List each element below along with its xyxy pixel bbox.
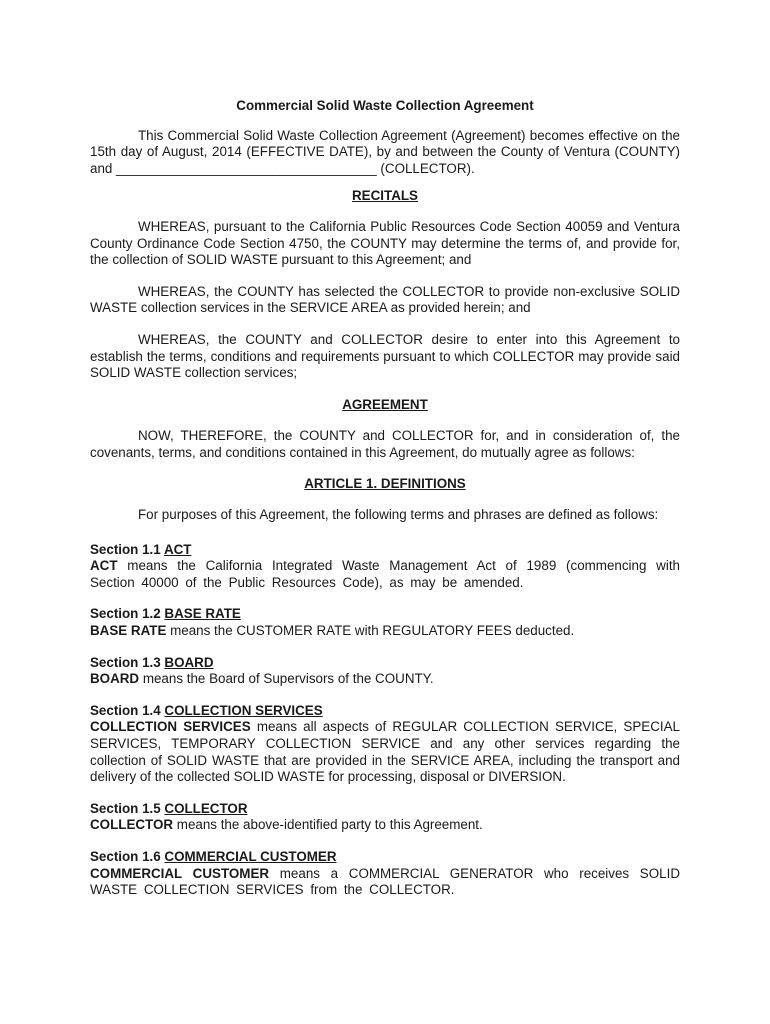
document-body [90, 98, 680, 899]
article-intro: For purposes of this Agreement, the following terms and phrases are defined as follows: [138, 507, 659, 523]
section-number: Section 1.3 [90, 654, 165, 670]
section-definition [90, 866, 680, 899]
section-definition [90, 623, 680, 640]
section-term: COMMERCIAL CUSTOMER [164, 849, 337, 864]
defined-term: BOARD [90, 671, 140, 687]
section-term: BOARD [164, 654, 214, 670]
defined-term: COLLECTOR [90, 817, 174, 833]
section-number: Section 1.2 [90, 606, 165, 622]
intro-paragraph: This Commercial Solid Waste Collection Agreement (Agreement) becomes effective on the 15th day of August, 2014 (EFFECTIVE DATE), by and between the County of Ventura (COUNTY) and ___________________________________ (COLLECTOR). [90, 127, 680, 176]
definition-text: means the CUSTOMER RATE with REGULATORY FEES deducted. [166, 623, 575, 639]
section-heading [90, 703, 680, 720]
defined-term: COLLECTION SERVICES [90, 719, 251, 735]
recital-paragraph-1: WHEREAS, pursuant to the California Public Resources Code Section 40059 and Ventura County Ordinance Code Section 4750, the COUNTY may determine the terms of, and provide for, the collection of SOLID WASTE pursuant to this Agreement; and [90, 218, 680, 268]
section-definition [90, 558, 680, 591]
definition-text: means the Board of Supervisors of the COUNTY. [139, 671, 434, 687]
definition-section-1-6 [90, 849, 680, 899]
section-heading [90, 542, 680, 559]
section-definition [90, 817, 680, 834]
definition-text: means a COMMERCIAL GENERATOR who receives SOLID WASTE COLLECTION SERVICES from the COLLECTOR. [90, 865, 680, 898]
section-term: ACT [163, 541, 192, 557]
section-heading [90, 606, 680, 623]
section-number: Section 1.6 [90, 849, 165, 864]
section-heading [90, 655, 680, 672]
definition-section-1-2 [90, 606, 680, 639]
section-definition [90, 671, 680, 688]
agreement-paragraph: NOW, THEREFORE, the COUNTY and COLLECTOR for, and in consideration of, the covenants, terms, and conditions contained in this Agreement, do mutually agree as follows: [90, 428, 680, 460]
defined-term: ACT [90, 558, 118, 574]
definition-section-1-4 [90, 703, 680, 786]
recital-paragraph-2: WHEREAS, the COUNTY has selected the COLLECTOR to provide non-exclusive SOLID WASTE collection services in the SERVICE AREA as provided herein; and [90, 283, 680, 316]
definition-text: means the California Integrated Waste Management Act of 1989 (commencing with Section 40000 of the Public Resources Code), as may be amended. [90, 558, 680, 590]
section-number: Section 1.1 [90, 541, 164, 557]
agreement-heading: AGREEMENT [342, 396, 428, 412]
definition-section-1-5 [90, 801, 680, 834]
article-heading: ARTICLE 1. DEFINITIONS [304, 475, 466, 491]
section-term: COLLECTION SERVICES [164, 702, 323, 718]
section-term: BASE RATE [164, 606, 241, 622]
definition-section-1-1 [90, 542, 680, 592]
document-title: Commercial Solid Waste Collection Agreement [236, 98, 534, 113]
defined-term: COMMERCIAL CUSTOMER [90, 865, 270, 881]
recitals-heading: RECITALS [352, 188, 418, 204]
recital-paragraph-3: WHEREAS, the COUNTY and COLLECTOR desire to enter into this Agreement to establish the terms, conditions and requirements pursuant to which COLLECTOR may provide said SOLID WASTE collection services; [90, 331, 680, 381]
section-heading [90, 849, 680, 866]
definition-section-1-3 [90, 655, 680, 688]
defined-term: BASE RATE [90, 623, 167, 639]
section-heading [90, 801, 680, 818]
section-number: Section 1.4 [90, 702, 165, 718]
section-definition [90, 719, 680, 785]
definition-text: means all aspects of REGULAR COLLECTION SERVICE, SPECIAL SERVICES, TEMPORARY COLLECTION SERVICE and any other services regarding the collection of SOLID WASTE that are provided in the SERVICE AREA, including the transport and delivery of the collected SOLID WASTE for processing, disposal or DIVERSION. [90, 719, 680, 785]
section-term: COLLECTOR [164, 800, 248, 816]
definition-text: means the above-identified party to this Agreement. [173, 817, 483, 833]
section-number: Section 1.5 [90, 800, 165, 816]
